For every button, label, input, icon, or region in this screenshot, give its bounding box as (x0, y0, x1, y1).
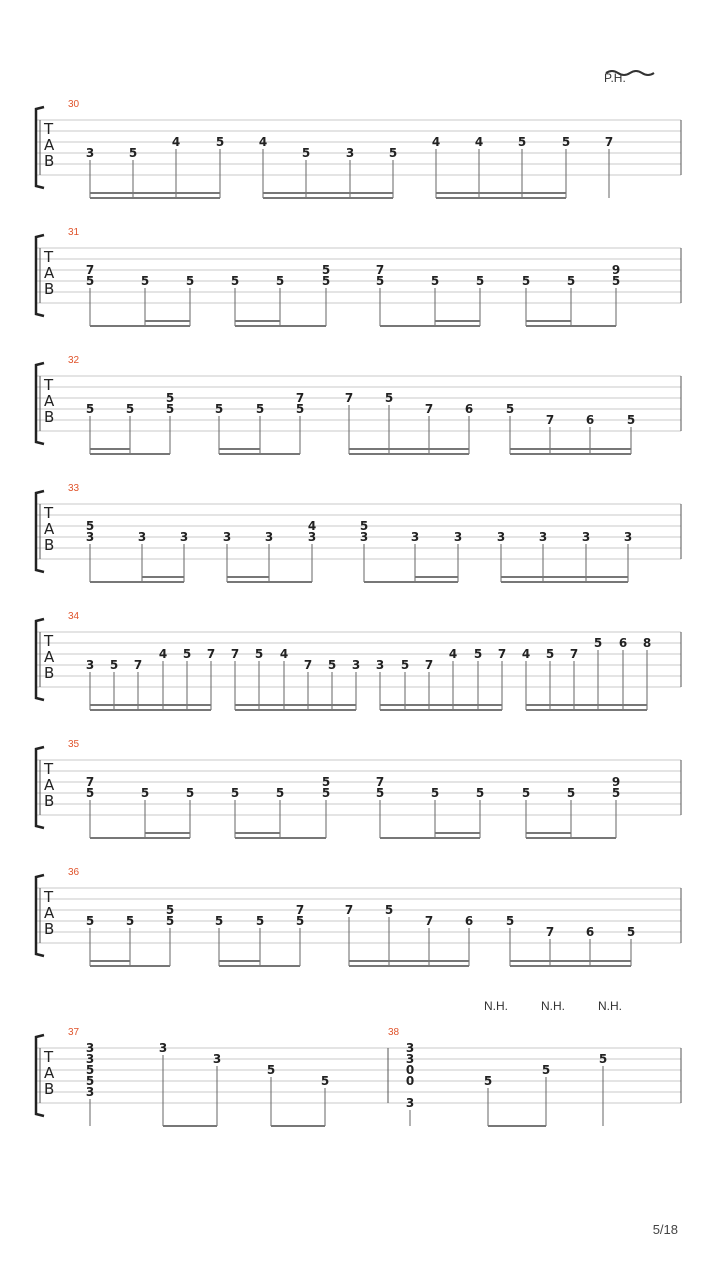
fret-number: 3 (359, 530, 369, 544)
tab-clef-letter: A (44, 904, 55, 922)
tab-system (36, 99, 681, 198)
tab-clef-letter: B (44, 280, 55, 298)
tab-system (36, 611, 681, 710)
fret-number: 3 (351, 658, 361, 672)
fret-number: 5 (182, 647, 192, 661)
fret-number: 5 (384, 903, 394, 917)
fret-number: 5 (541, 1063, 551, 1077)
fret-number: 5 (521, 786, 531, 800)
tab-clef-letter: A (44, 392, 55, 410)
fret-number: 6 (464, 914, 474, 928)
tab-clef-letter: T (44, 760, 54, 778)
fret-number: 7 (344, 391, 354, 405)
fret-number: 7 (85, 263, 95, 277)
tab-clef-letter: A (44, 136, 55, 154)
measure-number: 34 (68, 611, 80, 622)
tab-systems (36, 99, 681, 1126)
fret-number: 7 (424, 402, 434, 416)
fret-number: 9 (611, 263, 621, 277)
fret-number: 7 (303, 658, 313, 672)
fret-number: 5 (483, 1074, 493, 1088)
fret-number: 7 (497, 647, 507, 661)
palm-hold-label: P.H. (604, 71, 626, 85)
tab-clef-letter: B (44, 920, 55, 938)
fret-number: 5 (295, 402, 305, 416)
fret-number: 5 (125, 914, 135, 928)
fret-number: 3 (179, 530, 189, 544)
fret-number: 5 (321, 786, 331, 800)
fret-number: 7 (206, 647, 216, 661)
fret-number: 4 (474, 135, 484, 149)
fret-number: 3 (85, 530, 95, 544)
measure-number: 37 (68, 1027, 80, 1038)
fret-number: 6 (585, 413, 595, 427)
fret-number: 3 (222, 530, 232, 544)
fret-number: 5 (109, 658, 119, 672)
fret-number: 3 (85, 1041, 95, 1055)
fret-number: 5 (611, 786, 621, 800)
fret-number: 5 (85, 914, 95, 928)
fret-number: 7 (375, 263, 385, 277)
fret-number: 7 (424, 658, 434, 672)
fret-number: 5 (165, 914, 175, 928)
measure-number: 36 (68, 867, 80, 878)
tab-clef-letter: T (44, 248, 54, 266)
tab-clef-letter: B (44, 664, 55, 682)
fret-number: 5 (140, 786, 150, 800)
fret-number: 5 (320, 1074, 330, 1088)
tab-clef-letter: A (44, 776, 55, 794)
fret-number: 5 (85, 402, 95, 416)
fret-number: 5 (475, 786, 485, 800)
fret-number: 7 (545, 925, 555, 939)
fret-number: 7 (604, 135, 614, 149)
tab-clef-letter: B (44, 152, 55, 170)
fret-number: 6 (618, 636, 628, 650)
fret-number: 3 (307, 530, 317, 544)
tab-clef-letter: A (44, 1064, 55, 1082)
fret-number: 5 (321, 263, 331, 277)
natural-harmonic-label: N.H. (484, 999, 508, 1013)
fret-number: 6 (464, 402, 474, 416)
tab-clef-letter: A (44, 264, 55, 282)
fret-number: 5 (400, 658, 410, 672)
natural-harmonic-label: N.H. (541, 999, 565, 1013)
fret-number: 7 (545, 413, 555, 427)
fret-number: 5 (473, 647, 483, 661)
fret-number: 3 (212, 1052, 222, 1066)
fret-number: 3 (137, 530, 147, 544)
tab-system (36, 483, 681, 582)
fret-number: 5 (275, 786, 285, 800)
fret-number: 5 (85, 274, 95, 288)
fret-number: 5 (566, 274, 576, 288)
fret-number: 5 (430, 786, 440, 800)
fret-number: 3 (405, 1096, 415, 1110)
fret-number: 5 (214, 402, 224, 416)
fret-number: 3 (345, 146, 355, 160)
fret-number: 7 (295, 391, 305, 405)
fret-number: 5 (230, 274, 240, 288)
fret-number: 5 (545, 647, 555, 661)
fret-number: 4 (158, 647, 168, 661)
fret-number: 4 (448, 647, 458, 661)
fret-number: 3 (453, 530, 463, 544)
fret-number: 5 (295, 914, 305, 928)
fret-number: 5 (230, 786, 240, 800)
fret-number: 3 (410, 530, 420, 544)
fret-number: 3 (623, 530, 633, 544)
tab-clef-letter: B (44, 536, 55, 554)
fret-number: 4 (279, 647, 289, 661)
fret-number: 5 (327, 658, 337, 672)
measure-number: 30 (68, 99, 80, 110)
fret-number: 5 (85, 1074, 95, 1088)
tab-system (36, 739, 681, 838)
fret-number: 5 (165, 402, 175, 416)
fret-number: 5 (85, 519, 95, 533)
fret-number: 6 (585, 925, 595, 939)
fret-number: 5 (598, 1052, 608, 1066)
tab-clef-letter: B (44, 792, 55, 810)
measure-number: 38 (388, 1027, 400, 1038)
fret-number: 5 (505, 402, 515, 416)
fret-number: 5 (85, 1063, 95, 1077)
fret-number: 7 (375, 775, 385, 789)
fret-number: 5 (215, 135, 225, 149)
fret-number: 5 (255, 402, 265, 416)
measure-number: 33 (68, 483, 80, 494)
fret-number: 3 (405, 1041, 415, 1055)
fret-number: 5 (593, 636, 603, 650)
tab-system (36, 867, 681, 966)
fret-number: 4 (307, 519, 317, 533)
fret-number: 5 (165, 391, 175, 405)
fret-number: 5 (384, 391, 394, 405)
fret-number: 5 (521, 274, 531, 288)
tab-clef-letter: T (44, 504, 54, 522)
fret-number: 7 (230, 647, 240, 661)
measure-number: 35 (68, 739, 80, 750)
fret-number: 5 (611, 274, 621, 288)
fret-number: 5 (321, 775, 331, 789)
fret-number: 5 (185, 786, 195, 800)
tab-clef-letter: B (44, 408, 55, 426)
tab-clef-letter: A (44, 648, 55, 666)
fret-number: 9 (611, 775, 621, 789)
fret-number: 7 (424, 914, 434, 928)
fret-number: 5 (475, 274, 485, 288)
fret-number: 5 (128, 146, 138, 160)
fret-number: 3 (496, 530, 506, 544)
fret-number: 4 (171, 135, 181, 149)
fret-number: 3 (85, 146, 95, 160)
tab-clef-letter: T (44, 1048, 54, 1066)
fret-number: 5 (430, 274, 440, 288)
fret-number: 5 (266, 1063, 276, 1077)
fret-number: 7 (295, 903, 305, 917)
fret-number: 5 (254, 647, 264, 661)
fret-number: 5 (375, 274, 385, 288)
fret-number: 3 (85, 658, 95, 672)
palm-hold-marker (604, 71, 654, 85)
tab-clef-letter: T (44, 888, 54, 906)
fret-number: 5 (517, 135, 527, 149)
fret-number: 7 (569, 647, 579, 661)
fret-number: 3 (85, 1085, 95, 1099)
fret-number: 5 (561, 135, 571, 149)
tab-system (36, 999, 681, 1126)
fret-number: 5 (125, 402, 135, 416)
fret-number: 3 (581, 530, 591, 544)
fret-number: 7 (344, 903, 354, 917)
tab-system (36, 227, 681, 326)
tab-clef-letter: T (44, 632, 54, 650)
tab-system (36, 355, 681, 454)
fret-number: 5 (275, 274, 285, 288)
fret-number: 5 (388, 146, 398, 160)
fret-number: 7 (85, 775, 95, 789)
natural-harmonic-label: N.H. (598, 999, 622, 1013)
fret-number: 8 (642, 636, 652, 650)
fret-number: 4 (258, 135, 268, 149)
measure-number: 31 (68, 227, 80, 238)
fret-number: 7 (133, 658, 143, 672)
fret-number: 5 (359, 519, 369, 533)
fret-number: 3 (264, 530, 274, 544)
tab-clef-letter: T (44, 376, 54, 394)
fret-number: 5 (626, 413, 636, 427)
tab-clef-letter: T (44, 120, 54, 138)
fret-number: 3 (538, 530, 548, 544)
fret-number: 5 (566, 786, 576, 800)
fret-number: 3 (375, 658, 385, 672)
tab-clef-letter: A (44, 520, 55, 538)
measure-number: 32 (68, 355, 80, 366)
fret-number: 3 (158, 1041, 168, 1055)
fret-number: 5 (626, 925, 636, 939)
fret-number: 5 (505, 914, 515, 928)
fret-number: 3 (405, 1052, 415, 1066)
fret-number: 5 (375, 786, 385, 800)
tab-clef-letter: B (44, 1080, 55, 1098)
fret-number: 0 (405, 1063, 415, 1077)
fret-number: 4 (431, 135, 441, 149)
page-number: 5/18 (652, 1222, 678, 1237)
fret-number: 5 (85, 786, 95, 800)
fret-number: 5 (214, 914, 224, 928)
fret-number: 5 (321, 274, 331, 288)
fret-number: 5 (301, 146, 311, 160)
fret-number: 5 (165, 903, 175, 917)
fret-number: 5 (140, 274, 150, 288)
fret-number: 5 (185, 274, 195, 288)
fret-number: 3 (85, 1052, 95, 1066)
fret-number: 4 (521, 647, 531, 661)
fret-number: 5 (255, 914, 265, 928)
fret-number: 0 (405, 1074, 415, 1088)
